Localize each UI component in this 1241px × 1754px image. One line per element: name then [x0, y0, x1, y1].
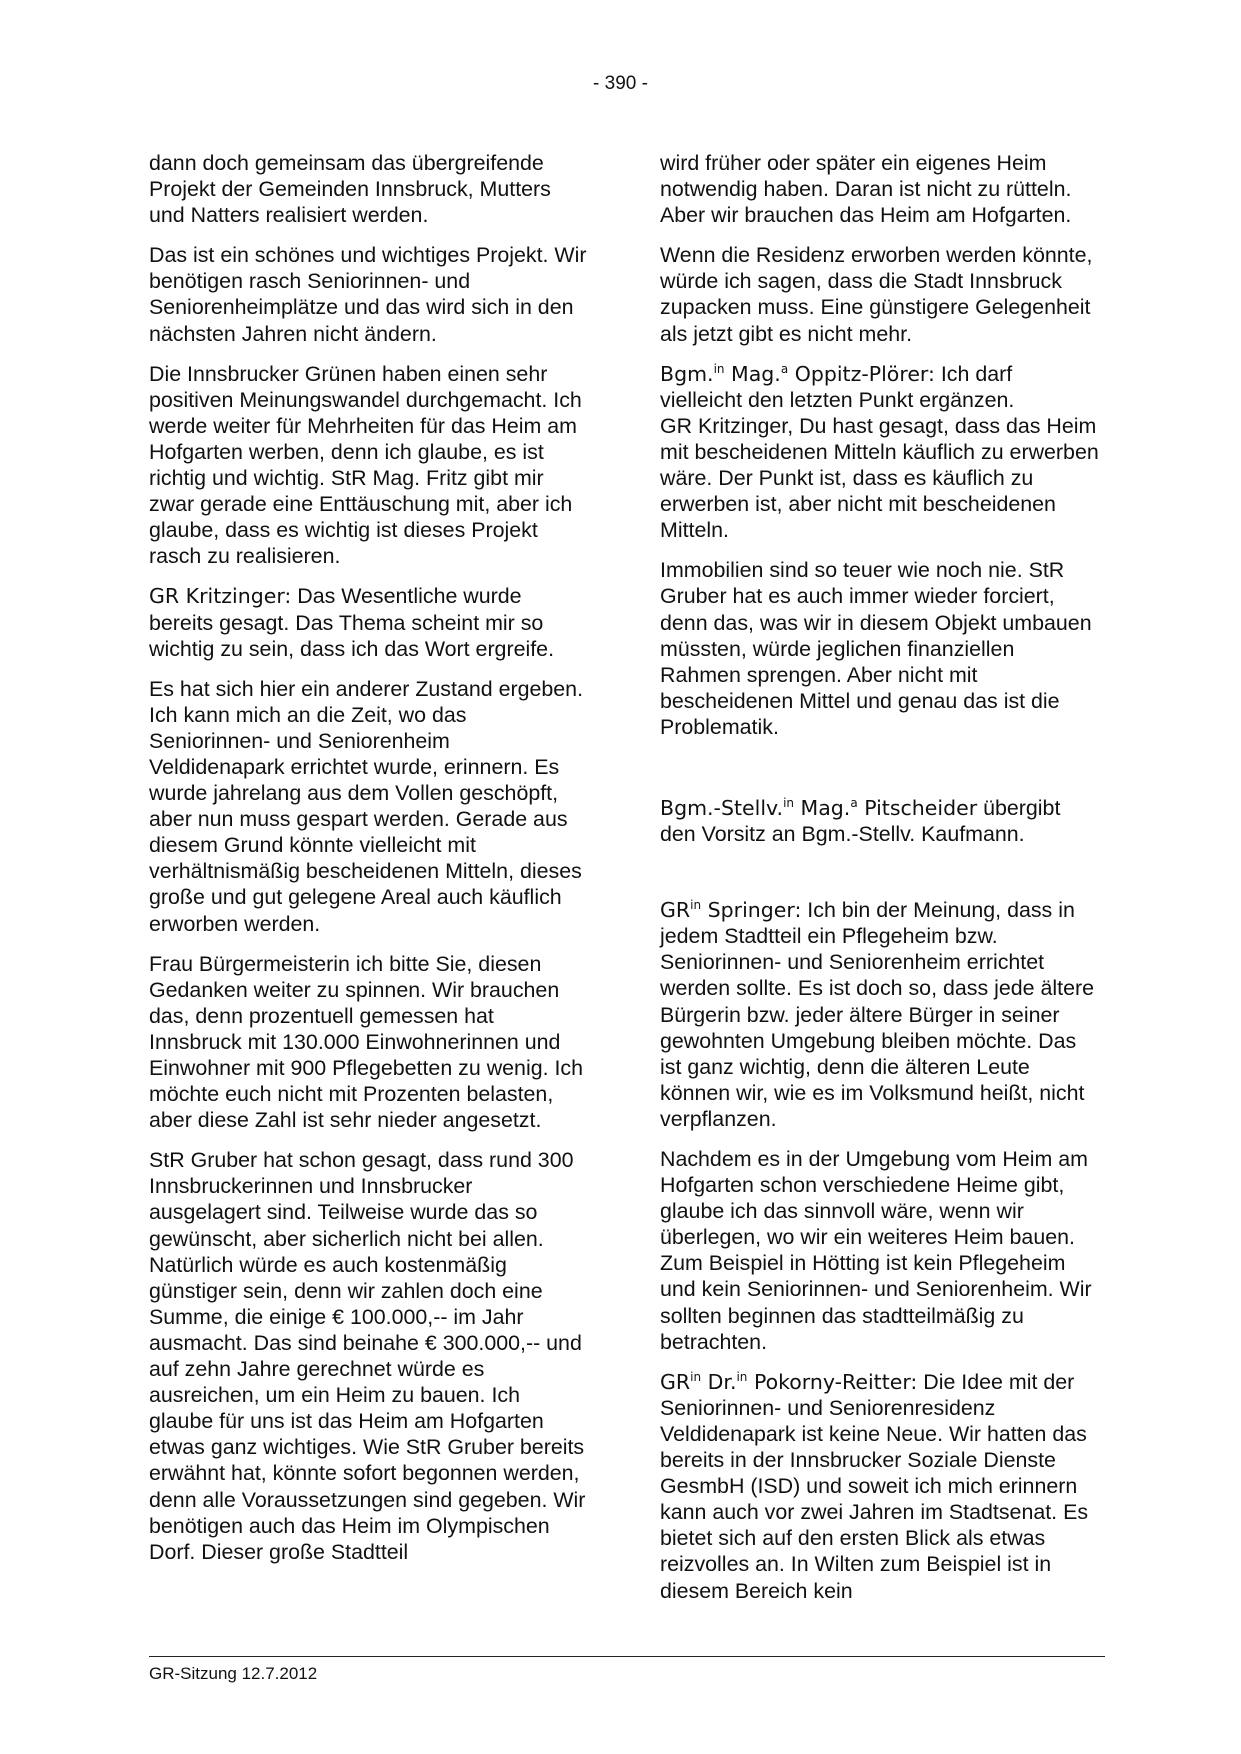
paragraph: Immobilien sind so teuer wie noch nie. StR Gruber hat es auch immer wieder forciert, denn das, was wir in diesem Objekt umbauen müssten, würde jeglichen finanziellen Rahmen sprengen. Aber nicht mit bescheidenen Mittel und genau das ist die Problematik.	[660, 558, 1092, 739]
paragraph: Es hat sich hier ein anderer Zustand ergeben. Ich kann mich an die Zeit, wo das Seniorinnen- und Seniorenheim Veldidenapark errichtet wurde, erinnern. Es wurde jahrelang aus dem Vollen geschöpft, aber nun muss gespart werden. Gerade aus diesem Grund könnte vielleicht mit verhältnismäßig bescheidenen Mitteln, dieses große und gut gelegene Areal auch käuflich erworben werden.	[149, 676, 584, 936]
paragraph: wird früher oder später ein eigenes Heim notwendig haben. Daran ist nicht zu rütteln. Aber wir brauchen das Heim am Hofgarten.	[660, 151, 1072, 228]
left-column	[149, 150, 589, 1579]
speech-paragraph	[660, 1369, 1100, 1604]
speech-text: Das Wesentliche wurde bereits gesagt. Das Thema scheint mir so wichtig zu sein, dass ich das Wort ergreife.	[149, 584, 555, 661]
footer-text: GR-Sitzung 12.7.2012	[149, 1664, 318, 1683]
speaker-name: GR Kritzinger:	[149, 584, 292, 609]
speaker-name: Bgm.-Stellv.$^{in}$ Mag.$^a$ Pitscheider	[660, 795, 978, 820]
paragraph: Frau Bürgermeisterin ich bitte Sie, diesen Gedanken weiter zu spinnen. Wir brauchen das, denn prozentuell gemessen hat Innsbruck mit 130.000 Einwohnerinnen und Einwohner mit 900 Pflegebetten zu wenig. Ich möchte euch nicht mit Prozenten belasten, aber diese Zahl ist sehr nieder angesetzt.	[149, 951, 584, 1133]
speaker-name: $GR^{in}$ Springer:	[660, 898, 802, 923]
footer-rule	[149, 1656, 1105, 1657]
paragraph: Die Innsbrucker Grünen haben einen sehr positiven Meinungswandel durchgemacht. Ich werde weiter für Mehrheiten für das Heim am Hofgarten werben, denn ich glaube, es ist richtig und wichtig. StR Mag. Fritz gibt mir zwar gerade eine Enttäuschung mit, aber ich glaube, dass es wichtig ist dieses Projekt rasch zu realisieren.	[149, 361, 582, 569]
paragraph: Nachdem es in der Umgebung vom Heim am Hofgarten schon verschiedene Heime gibt, glaube ich das sinnvoll wäre, wenn wir überlegen, wo wir ein weiteres Heim bauen. Zum Beispiel in Hötting ist kein Pflegeheim und kein Seniorinnen- und Seniorenheim. Wir sollten beginnen das stadtteilmäßig zu betrachten.	[660, 1147, 1092, 1354]
speech-paragraph	[149, 583, 589, 661]
speech-paragraph	[660, 361, 1100, 544]
right-column	[660, 150, 1100, 1618]
procedural-note	[660, 795, 1100, 847]
speech-text: Die Idee mit der Seniorinnen- und Seniorenresidenz Veldidenapark ist keine Neue. Wir hatten das bereits in der Innsbrucker Soziale Dienste GesmbH (ISD) und soweit ich mich erinnern kann auch vor zwei Jahren im Stadtsenat. Es bietet sich auf den ersten Blick als etwas reizvolles an. In Wilten zum Beispiel ist in diesem Bereich kein	[660, 1369, 1089, 1603]
speaker-name: Bgm.$^{in}$ Mag.$^a$ Oppitz-Plörer:	[660, 361, 935, 386]
speech-text: Ich bin der Meinung, dass in jedem Stadtteil ein Pflegeheim bzw. Seniorinnen- und Seniorenheim errichtet werden sollte. Es ist doch so, dass jede ältere Bürgerin bzw. jeder ältere Bürger in seiner gewohnten Umgebung bleiben möchte. Das ist ganz wichtig, denn die älteren Leute können wir, wie es im Volksmund heißt, nicht verpflanzen.	[660, 898, 1094, 1131]
paragraph: Wenn die Residenz erworben werden könnte, würde ich sagen, dass die Stadt Innsbruck zupacken muss. Eine günstigere Gelegenheit als jetzt gibt es nicht mehr.	[660, 243, 1093, 346]
paragraph: Das ist ein schönes und wichtiges Projekt. Wir benötigen rasch Seniorinnen- und Seniorenheimplätze und das wird sich in den nächsten Jahren nicht ändern.	[149, 243, 587, 346]
speech-text: Ich darf vielleicht den letzten Punkt ergänzen.	[660, 361, 1015, 412]
page-number: - 390 -	[593, 73, 648, 94]
paragraph: dann doch gemeinsam das übergreifende Projekt der Gemeinden Innsbruck, Mutters und Natters realisiert werden.	[149, 151, 551, 228]
speech-paragraph	[660, 897, 1100, 1132]
speech-text: übergibt den Vorsitz an Bgm.-Stellv. Kaufmann.	[660, 795, 1061, 847]
speech-text: GR Kritzinger, Du hast gesagt, dass das Heim mit bescheidenen Mitteln käuflich zu erwerben wäre. Der Punkt ist, dass es käuflich zu erwerben ist, aber nicht mit bescheidenen Mitteln.	[660, 413, 1099, 543]
speaker-name: $GR^{in}$ Dr.$^{in}$ Pokorny-Reitter:	[660, 1369, 918, 1394]
paragraph: StR Gruber hat schon gesagt, dass rund 300 Innsbruckerinnen und Innsbrucker ausgelagert sind. Teilweise wurde das so gewünscht, aber sicherlich nicht bei allen. Natürlich würde es auch kostenmäßig günstiger sein, denn wir zahlen doch eine Summe, die einige € 100.000,-- im Jahr ausmacht. Das sind beinahe € 300.000,-- und auf zehn Jahre gerechnet würde es ausreichen, um ein Heim zu bauen. Ich glaube für uns ist das Heim am Hofgarten etwas ganz wichtiges. Wie StR Gruber bereits erwähnt hat, könnte sofort begonnen werden, denn alle Voraussetzungen sind gegeben. Wir benötigen auch das Heim im Olympischen Dorf. Dieser große Stadtteil	[149, 1148, 586, 1564]
